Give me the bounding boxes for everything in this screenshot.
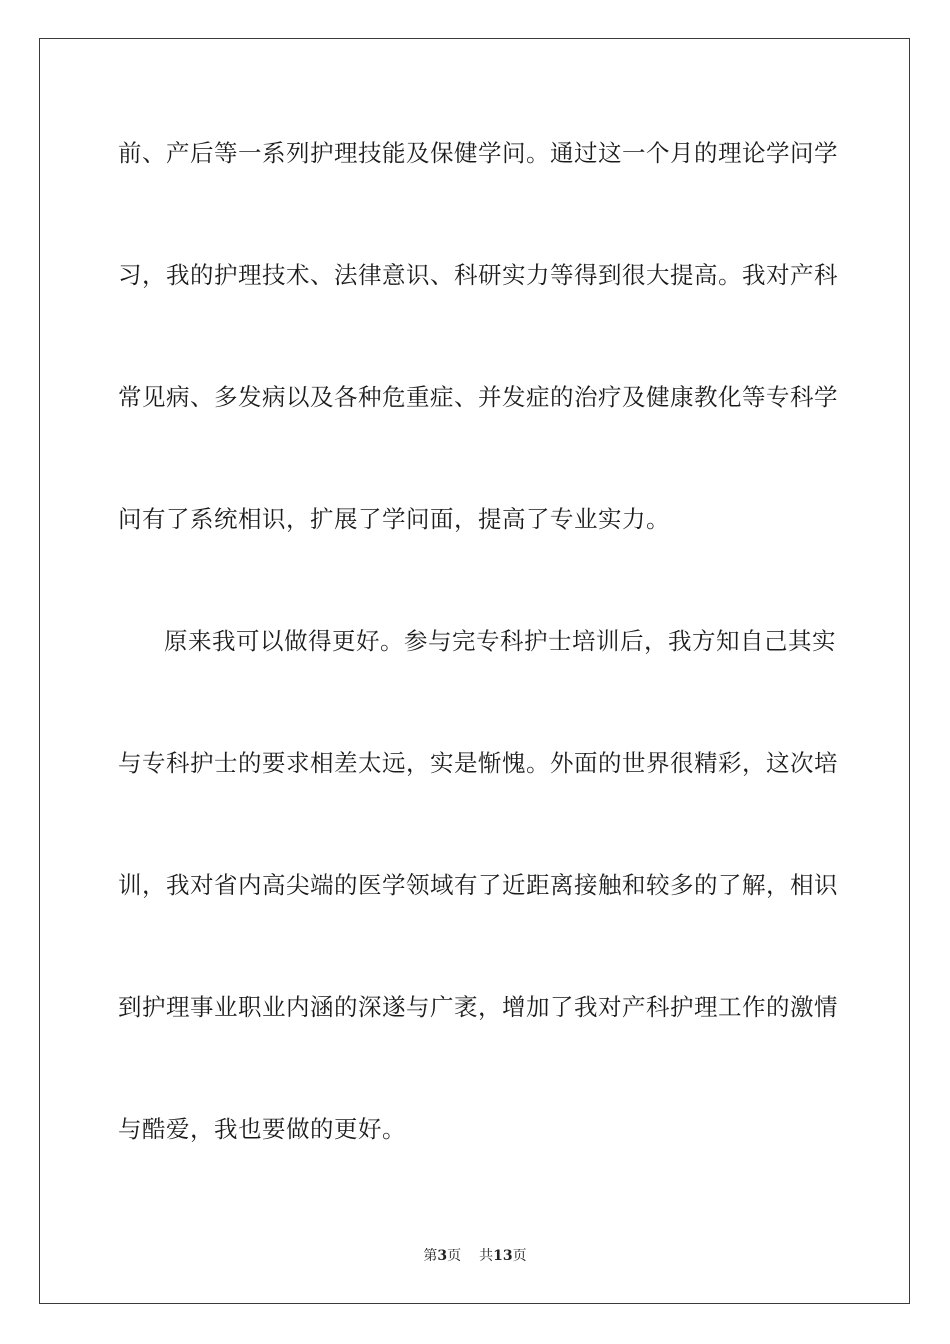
body-text-line-9: 与酷爱，我也要做的更好。 bbox=[118, 1115, 406, 1143]
page-footer bbox=[0, 1247, 950, 1265]
footer-total-prefix: 共 bbox=[479, 1248, 494, 1264]
body-text-line-6: 与专科护士的要求相差太远，实是惭愧。外面的世界很精彩，这次培 bbox=[118, 749, 838, 777]
body-text-line-8: 到护理事业职业内涵的深遂与广袤，增加了我对产科护理工作的激情 bbox=[118, 993, 838, 1021]
footer-page-suffix: 页 bbox=[447, 1248, 462, 1264]
body-text-line-4: 问有了系统相识，扩展了学问面，提高了专业实力。 bbox=[118, 505, 670, 533]
body-text-line-5-paragraph-start: 原来我可以做得更好。参与完专科护士培训后，我方知自己其实 bbox=[164, 627, 836, 655]
body-text-line-7: 训，我对省内高尖端的医学领域有了近距离接触和较多的了解，相识 bbox=[118, 871, 838, 899]
footer-page-number: 3 bbox=[437, 1248, 448, 1264]
footer-total-suffix: 页 bbox=[512, 1248, 527, 1264]
body-text-line-3: 常见病、多发病以及各种危重症、并发症的治疗及健康教化等专科学 bbox=[118, 383, 838, 411]
body-text-line-2: 习，我的护理技术、法律意识、科研实力等得到很大提高。我对产科 bbox=[118, 261, 838, 289]
footer-total-pages: 13 bbox=[493, 1248, 513, 1264]
body-text-line-1: 前、产后等一系列护理技能及保健学问。通过这一个月的理论学问学 bbox=[118, 139, 838, 167]
footer-page-prefix: 第 bbox=[423, 1248, 438, 1264]
